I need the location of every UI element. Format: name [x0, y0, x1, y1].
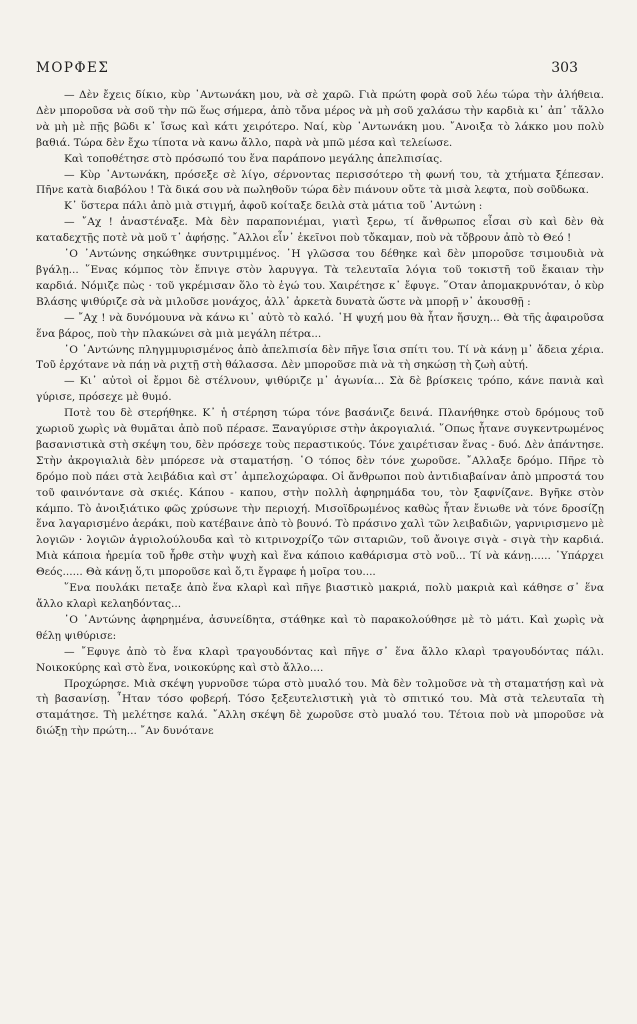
paragraph: — Κι᾿ αὐτοὶ οἱ ἔρμοι δὲ στέλνουν, ψιθύριζε μ᾿ ἀγωνία... Σὰ δὲ βρίσκεις τρόπο, κάνε πανιὰ καὶ γύρισε, πρόσεχε μὲ θυμό.: [36, 375, 604, 404]
paragraph: — Κὺρ ᾿Αντωνάκη, πρόσεξε σὲ λίγο, σέρνοντας περισσότερο τὴ φωνή του, τὰ χτήματα ξέπεσαν. Πῆνε κατὰ διαβόλου ! Τὰ δικά σου νὰ πωληθοῦν τώρα δὲν πιάνουν οὔτε τὰ μισὰ λεφτα, ποὺ σοῦδωκα.: [36, 168, 604, 197]
paragraph: — ῎Αχ ! νὰ δυνόμουνα νὰ κάνω κι᾿ αὐτὸ τὸ καλό. ῾Η ψυχή μου θὰ ἦταν ἥσυχη... Θὰ τῆς ἀφαιροῦσα ἕνα βάρος, ποὺ τὴν πλακώνει σὰ μιὰ μεγάλη πέτρα...: [36, 311, 604, 340]
paragraph: — Δὲν ἔχεις δίκιο, κὺρ ᾿Αντωνάκη μου, νὰ σὲ χαρῶ. Γιὰ πρώτη φορὰ σοῦ λέω τώρα τὴν ἀλήθεια. Δὲν μποροῦσα νὰ σοῦ τὴν πῶ ἕως σήμερα, ἀπὸ τὄνα μέρος νὰ μὴ σοῦ χαλάσω τὴν καρδιὰ κι᾿ ἀπ᾿ τἄλλο νὰ μὴ μὲ πῇς βῶδι κ᾿ ἴσως καὶ κάτι χειρότερο. Ναί, κὺρ ᾿Αντωνάκη μου. ῎Ανοιξα τὸ λάκκο μου πολὺ βαθιά. Τώρα δὲν ἔχω τίποτα νὰ κανω ἄλλο, παρὰ νὰ μπῶ μέσα καὶ τελείωσε.: [36, 89, 604, 149]
page-number: 303: [551, 60, 578, 76]
body-text: [36, 88, 604, 740]
paragraph: ῾Ο ᾿Αντώνης ἀφηρημένα, ἀσυνείδητα, στάθηκε καὶ τὸ παρακολούθησε μὲ τὸ μάτι. Καὶ χωρὶς νὰ θέλῃ ψιθύρισε:: [36, 613, 604, 642]
running-title: ΜΟΡΦΕΣ: [36, 60, 110, 76]
paragraph: ῞Ενα πουλάκι πεταξε ἀπὸ ἕνα κλαρὶ καὶ πῆγε βιαστικὸ μακριά, πολὺ μακριὰ καὶ κάθησε σ᾿ ἕνα ἄλλο κλαρὶ κελαηδόντας...: [36, 582, 604, 610]
paragraph: ῾Ο ᾿Αντώνης πληγμμυρισμένος ἀπὸ ἀπελπισία δὲν πῆγε ἴσια σπίτι του. Τί νὰ κάνῃ μ᾿ ἄδεια χέρια. Τοῦ ἐρχότανε νὰ πάῃ νὰ ριχτῇ στὴ θάλασσα. Δὲν μποροῦσε πιὰ νὰ τὴ σηκώσῃ τὴ ζωὴ αὐτή.: [36, 343, 604, 372]
paragraph: Καὶ τοποθέτησε στὸ πρόσωπό του ἕνα παράπονο μεγάλης ἀπελπισίας.: [64, 152, 443, 165]
paragraph: Προχώρησε. Μιὰ σκέψη γυρνοῦσε τώρα στὸ μυαλό του. Μὰ δὲν τολμοῦσε νὰ τὴ σταματήσῃ καὶ νὰ τὴ βασανίσῃ. ῏Ηταν τόσο φοβερή. Τόσο ξεξευτελιστικὴ γιὰ τὸ σπιτικό του. Μὰ στὰ τελευταῖα τὴ σταμάτησε. Τὴ μελέτησε καλά. ῎Αλλη σκέψη δὲ χωροῦσε στὸ μυαλό του. Τέτοια ποὺ νὰ μποροῦσε νὰ διώξῃ τὴν πρώτη... ῎Αν δυνότανε: [36, 677, 604, 738]
paragraph: Ποτὲ του δὲ στερήθηκε. Κ᾿ ἡ στέρηση τώρα τόνε βασάνιζε δεινά. Πλανήθηκε στοὺ δρόμους τοῦ χωριοῦ χωρὶς νὰ θυμᾶται ἀπὸ ποῦ πέρασε. Ξαναγύρισε στὴν ἀκρογιαλιά. ῞Οπως ἦτανε συγκεντρωμένος βασανιστικὰ στὴ σκέψη του, δὲν πρόσεχε τοὺς περαστικούς. Τόνε χαιρέτισαν ἕνας - δυό. Δὲν ἀπάντησε. Στὴν ἀκρογιαλιὰ δὲν μπόρεσε νὰ σταματήσῃ. ῾Ο τόπος δὲν τόνε χωροῦσε. ῎Αλλαξε δρόμο. Πῆρε τὸ δρόμο ποὺ πάει στὰ λειβάδια καὶ στ᾿ ἀμπελοχώραφα. Οἱ ἄνθρωποι ποὺ ἀντιδιαβαίναν ἀπὸ μπροστά του τοῦ φαινόντανε σὰ σκιές. Κάπου - καπου, στὴν πολλὴ ἀφηρημάδα του, τὸν ξαφνίζανε. Βγῆκε στὸν κάμπο. Τὸ ἀνοιξιάτικο φῶς χρύσωνε τὴν περιοχή. Μισοϊδρωμένος καθὼς ἦταν ἔνιωθε νὰ τόνε δροσίζῃ ἕνα λαγαρισμένο ἀεράκι, ποὺ κατέβαινε ἀπὸ τὸ βουνό. Τὸ πράσινο χαλὶ τῶν λειβαδιῶν, γαρνιρισμενο μὲ λογιῶν · λογιῶν ἀγριολούλουδα καὶ τὸ κιτρινοχρίζο τῶν σιταριῶν, τοῦ ἄνοιγε σιγὰ - σιγὰ τὴν καρδιά. Μιὰ κάποια ἠρεμία τοῦ ἦρθε στὴν ψυχὴ καὶ ἕνα κάποιο καθάρισμα στὸ νοῦ... Τί νὰ κάνῃ...... ῾Υπάρχει Θεός...... Θὰ κάνῃ ὅ,τι μποροῦσε καὶ ὅ,τι ἔγραφε ἡ μοῖρα του....: [36, 407, 604, 579]
paragraph: — ῎Αχ ! ἀναστέναξε. Μὰ δὲν παραπονιέμαι, γιατὶ ξερω, τί ἄνθρωπος εἶσαι σὺ καὶ δὲν θὰ καταδεχτῇς ποτὲ νὰ μοῦ τ᾿ ἀφήσῃς. ῎Αλλοι εἶν᾿ ἐκεῖνοι ποὺ τὄκαμαν, ποὺ νὰ τὄβρουν ἀπὸ τὸ Θεό !: [36, 216, 604, 245]
page-header: [36, 60, 600, 76]
paragraph: Κ᾿ ὕστερα πάλι ἀπὸ μιὰ στιγμή, ἀφοῦ κοίταξε δειλὰ στὰ μάτια τοῦ ᾿Αντώνη :: [64, 200, 483, 213]
paragraph: ῾Ο ᾿Αντώνης σηκώθηκε συντριμμένος. ῾Η γλῶσσα του δέθηκε καὶ δὲν μποροῦσε τσιμουδιὰ νὰ βγάλῃ... ῞Ενας κόμπος τὸν ἔπνιγε στὸν λαρυγγα. Τὰ τελευταῖα λόγια τοῦ τοκιστῆ τοῦ ἔκαιαν τὴν καρδιά. Νόμιζε πὼς · τοῦ γκρέμισαν ὅλο τὸ ἐγώ του. Χαιρέτησε κ᾿ ἔφυγε. ῞Οταν ἀπομακρυνόταν, ὁ κὺρ Βλάσης ψιθύριζε σὰ νὰ μιλοῦσε μονάχος, ἀλλ᾿ ἀρκετὰ δυνατὰ ὥστε νὰ μπορῇ ν᾿ ἀκουσθῇ :: [36, 248, 604, 308]
paragraph: — ῎Εφυγε ἀπὸ τὸ ἕνα κλαρὶ τραγουδόντας καὶ πῆγε σ᾿ ἕνα ἄλλο κλαρὶ τραγουδόντας πάλι. Νοικοκύρης καὶ στὸ ἕνα, νοικοκύρης καὶ στὸ ἄλλο....: [36, 645, 604, 674]
